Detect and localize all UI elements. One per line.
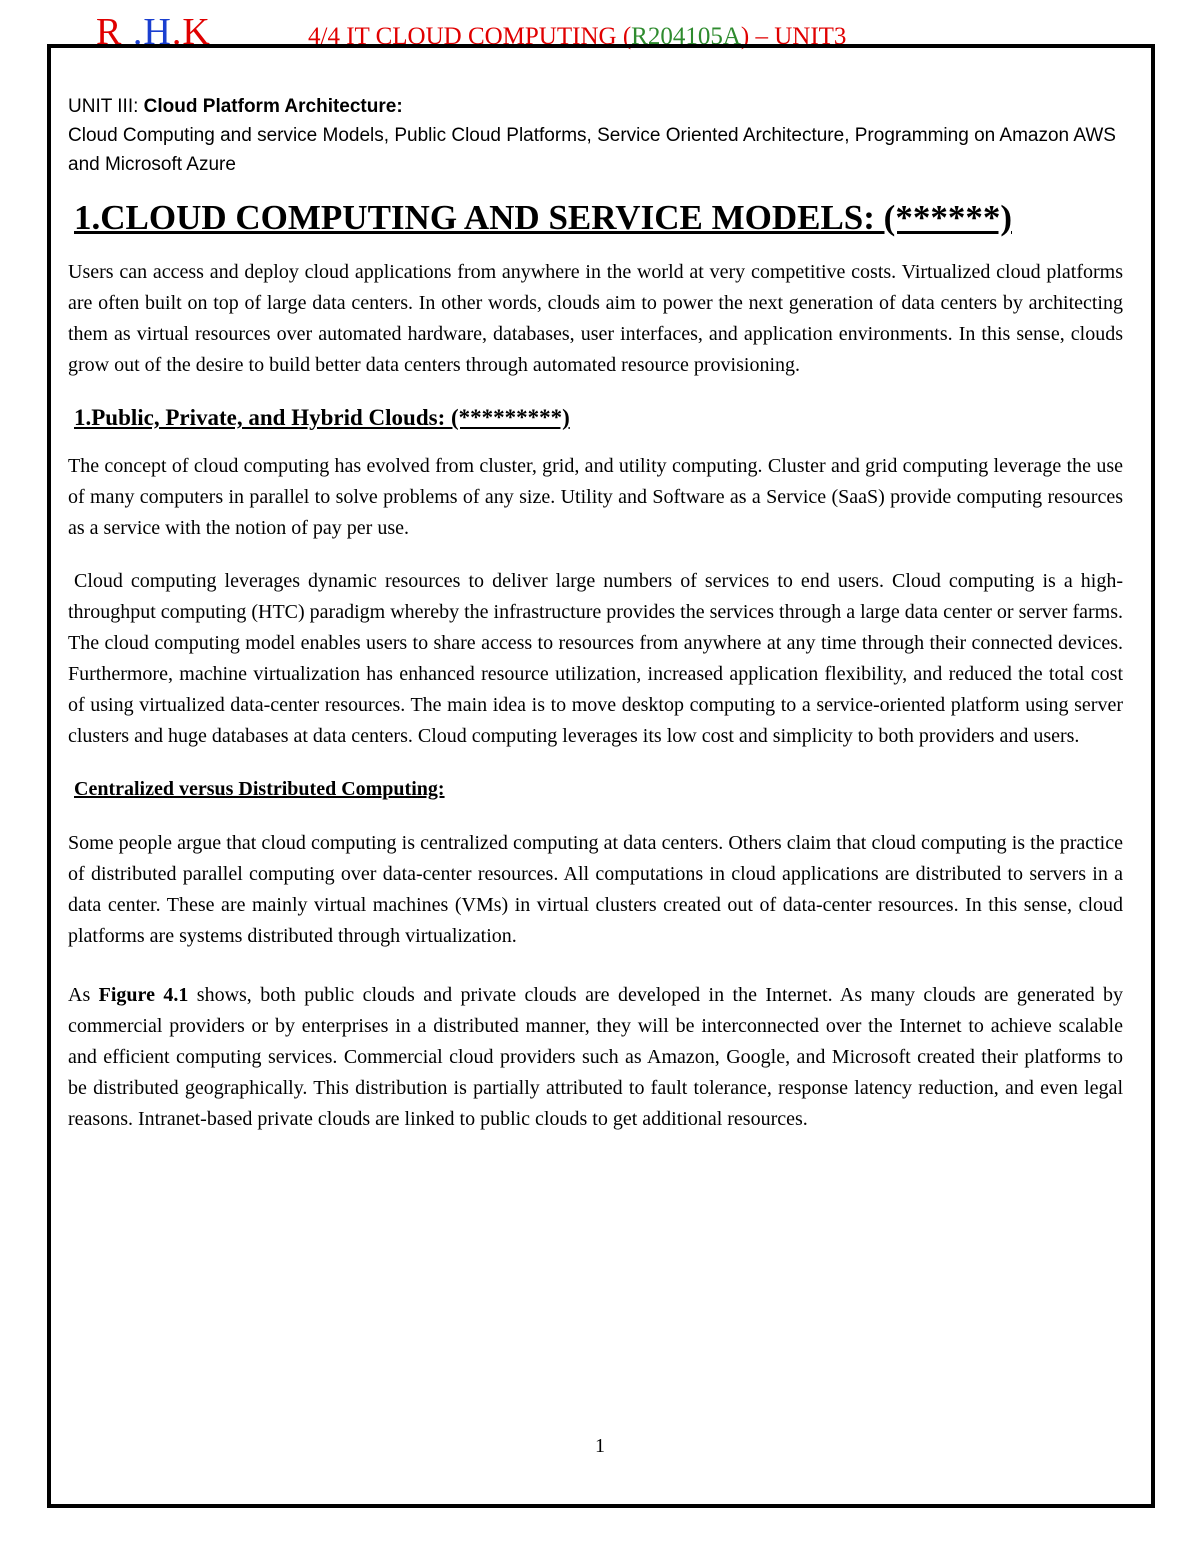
subsection-heading-clouds: 1.Public, Private, and Hybrid Clouds: (*********): [74, 405, 570, 430]
unit-title: Cloud Platform Architecture:: [143, 96, 403, 117]
figure-reference: Figure 4.1: [98, 984, 189, 1006]
unit-topics: Cloud Computing and service Models, Public Cloud Platforms, Service Oriented Architecture, Programming on Amazon AWS and Microsoft Azure: [68, 125, 1116, 175]
figure-paragraph-text: shows, both public clouds and private clouds are developed in the Internet. As many clouds are generated by commercial providers or by enterprises in a distributed manner, they will be interconnected over the Internet to achieve scalable and efficient computing services. Commercial cloud providers such as Amazon, Google, and Microsoft created their platforms to be distributed geographically. This distribution is partially attributed to fault tolerance, response latency reduction, and even legal reasons. Intranet-based private clouds are linked to public clouds to get additional resources.: [68, 984, 1123, 1130]
author-initial-h: .H: [132, 11, 172, 53]
unit-prefix: UNIT III:: [68, 96, 144, 117]
paragraph-leverages: Cloud computing leverages dynamic resources to deliver large numbers of services to end users. Cloud computing is a high-throughput computing (HTC) paradigm whereby the infrastructure provides the services through a large data center or server farms. The cloud computing model enables users to share access to resources from anywhere at any time through their connected devices. Furthermore, machine virtualization has enhanced resource utilization, increased application flexibility, and reduced the total cost of using virtualized data-center resources. The main idea is to move desktop computing to a service-oriented platform using server clusters and huge databases at data centers. Cloud computing leverages its low cost and simplicity to both providers and users.: [68, 570, 1123, 747]
section-intro-paragraph: Users can access and deploy cloud applications from anywhere in the world at very competitive costs. Virtualized cloud platforms are often built on top of large data centers. In other words, clouds aim to power the next generation of data centers by architecting them as virtual resources over automated hardware, databases, user interfaces, and application environments. In this sense, clouds grow out of the desire to build better data centers through automated resource provisioning.: [68, 261, 1123, 376]
author-initial-r: R: [96, 11, 123, 53]
paragraph-concept: The concept of cloud computing has evolved from cluster, grid, and utility computing. Cluster and grid computing leverage the use of many computers in parallel to solve problems of any size. Utility and Software as a Service (SaaS) provide computing resources as a service with the notion of pay per use.: [68, 455, 1123, 539]
paragraph-argue: Some people argue that cloud computing is centralized computing at data centers. Others claim that cloud computing is the practice of distributed parallel computing over data-center resources. All computations in cloud applications are distributed to servers in a data center. These are mainly virtual machines (VMs) in virtual clusters created out of data-center resources. In this sense, cloud platforms are systems distributed through virtualization.: [68, 832, 1123, 947]
unit-header: [68, 92, 1123, 179]
subsection-heading-centralized: Centralized versus Distributed Computing:: [74, 778, 445, 800]
document-body: [68, 92, 1123, 1157]
figure-paragraph-prefix: As: [68, 984, 99, 1006]
course-title-prefix: 4/4 IT CLOUD COMPUTING (: [308, 23, 632, 50]
course-code: R204105A: [631, 23, 741, 50]
section-heading-cloud-computing: 1.CLOUD COMPUTING AND SERVICE MODELS: (******): [74, 198, 1012, 237]
course-title-suffix: ) – UNIT3: [740, 23, 847, 50]
author-initial-k: .K: [171, 11, 211, 53]
page-number: 1: [595, 1435, 605, 1457]
paragraph-figure: [68, 980, 1123, 1135]
